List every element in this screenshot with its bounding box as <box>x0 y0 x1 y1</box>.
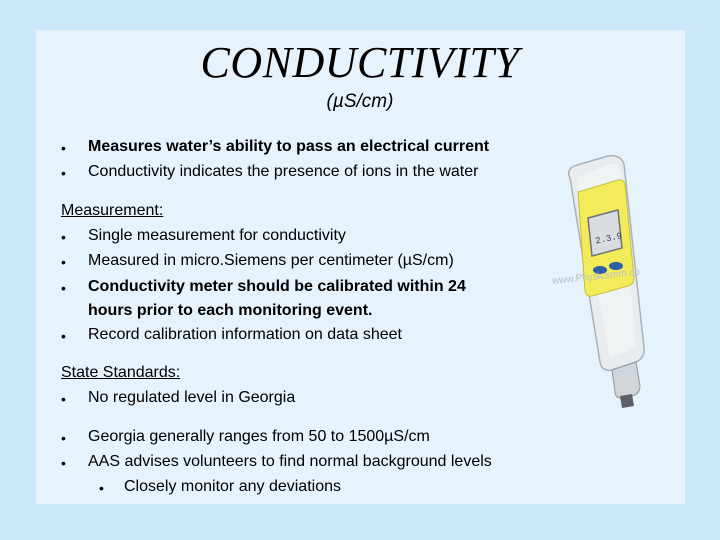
standards-item-3: AAS advises volunteers to find normal background levels <box>88 453 492 470</box>
measurement-item-3: Conductivity meter should be calibrated within 24 <box>88 278 466 295</box>
bullet-dot: • <box>61 455 66 471</box>
measurement-item-3-cont: hours prior to each monitoring event. <box>88 302 373 319</box>
bullet-dot: • <box>61 280 66 296</box>
bullet-dot: • <box>61 391 66 407</box>
bullet-dot: • <box>61 254 66 270</box>
intro-bullet-1: Measures water’s ability to pass an electrical current <box>88 138 490 155</box>
standards-item-1: No regulated level in Georgia <box>88 389 296 406</box>
standards-item-4: Closely monitor any deviations <box>124 478 341 495</box>
standards-item-2: Georgia generally ranges from 50 to 1500µS/cm <box>88 428 430 445</box>
image-watermark: www.Physicsmm.co <box>551 266 641 287</box>
measurement-item-2: Measured in micro.Siemens per centimeter (µS/cm) <box>88 252 454 269</box>
bullet-dot: • <box>61 328 66 344</box>
standards-heading: State Standards: <box>61 364 181 381</box>
meter-display-readout: 2.3.9 <box>594 231 624 247</box>
measurement-item-1: Single measurement for conductivity <box>88 227 346 244</box>
bullet-dot: • <box>61 430 66 446</box>
sub-bullet-dot: • <box>99 480 104 496</box>
slide-subtitle: (µS/cm) <box>326 91 394 112</box>
measurement-heading: Measurement: <box>61 202 164 219</box>
slide-title: CONDUCTIVITY <box>200 38 520 87</box>
bullet-dot: • <box>61 140 66 156</box>
intro-bullet-2: Conductivity indicates the presence of ions in the water <box>88 163 479 180</box>
bullet-dot: • <box>61 229 66 245</box>
bullet-dot: • <box>61 165 66 181</box>
measurement-item-4: Record calibration information on data sheet <box>88 326 402 343</box>
